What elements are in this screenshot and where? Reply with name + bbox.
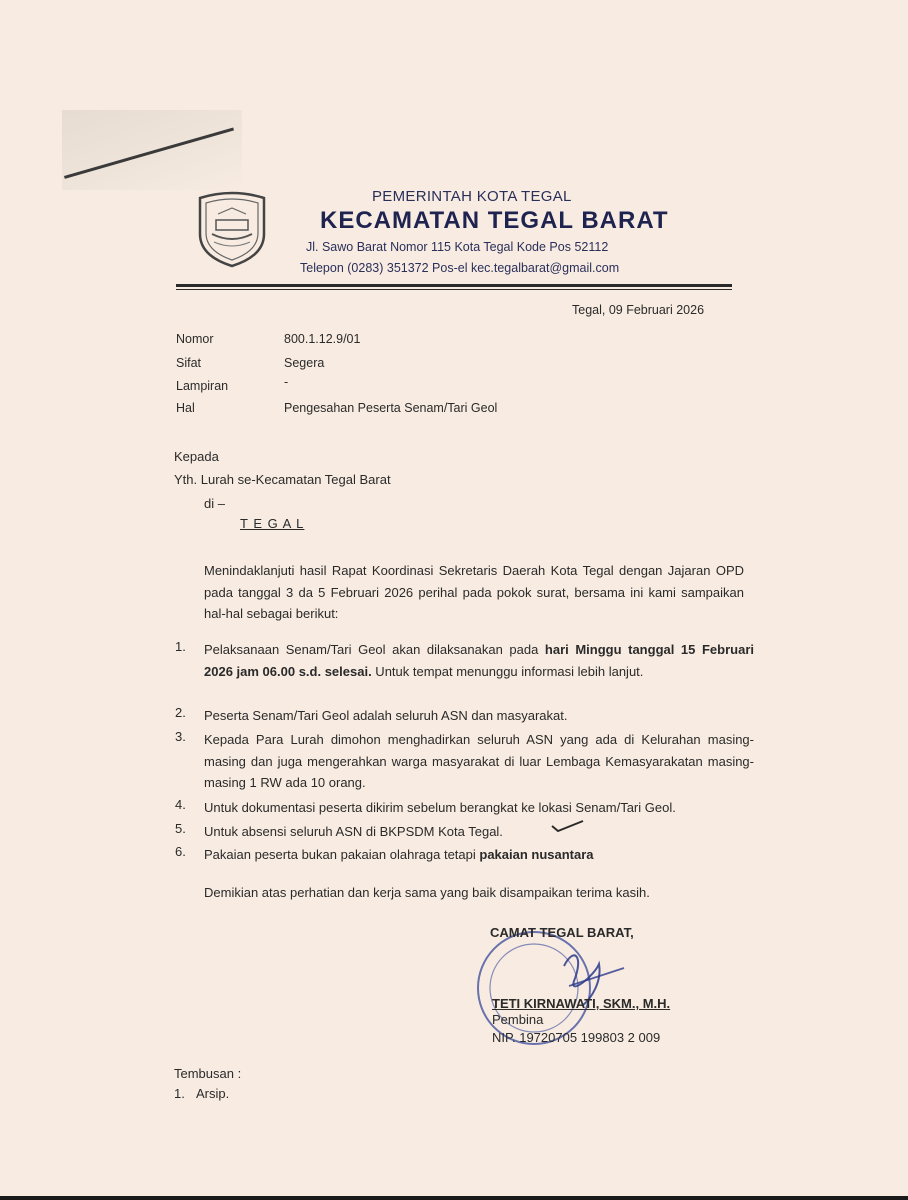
signer-nip: NIP. 19720705 199803 2 009 xyxy=(492,1030,661,1045)
sifat-value: Segera xyxy=(284,356,325,370)
opening-paragraph: Menindaklanjuti hasil Rapat Koordinasi Sekretaris Daerah Kota Tegal dengan Jajaran OPD pada tanggal 3 da 5 Februari 2026 perihal pada pokok surat, bersama ini kami sampaikan hal-hal sebagai berikut: xyxy=(204,563,744,621)
lampiran-label: Lampiran xyxy=(176,379,229,393)
recipient-di: di – xyxy=(204,496,225,511)
hal-label: Hal xyxy=(176,401,195,415)
list-item xyxy=(204,705,754,727)
cc-item-number: 1. xyxy=(174,1086,185,1101)
item-number: 1. xyxy=(175,639,186,654)
item-text: Untuk dokumentasi peserta dikirim sebelum berangkat ke lokasi Senam/Tari Geol. xyxy=(204,800,676,815)
letterhead-rule-thick xyxy=(176,284,732,287)
kepada-label: Kepada xyxy=(174,449,219,464)
item-text: Untuk tempat menunggu informasi lebih lanjut. xyxy=(371,663,644,679)
list-item xyxy=(204,729,754,794)
list-item xyxy=(204,797,754,819)
signer-title: CAMAT TEGAL BARAT, xyxy=(490,925,634,940)
sifat-label: Sifat xyxy=(176,356,202,370)
item-text: Pakaian peserta bukan pakaian olahraga tetapi xyxy=(204,847,480,862)
signer-name: TETI KIRNAWATI, SKM., M.H. xyxy=(492,996,671,1011)
item-number: 3. xyxy=(175,729,186,744)
nomor-value: 800.1.12.9/01 xyxy=(284,332,361,346)
letter-date: Tegal, 09 Februari 2026 xyxy=(572,303,705,317)
item-number: 6. xyxy=(175,844,186,859)
hal-value: Pengesahan Peserta Senam/Tari Geol xyxy=(284,401,498,415)
closing-sentence: Demikian atas perhatian dan kerja sama yang baik disampaikan terima kasih. xyxy=(204,885,650,900)
letterhead-government: PEMERINTAH KOTA TEGAL xyxy=(372,188,572,205)
city-emblem-icon xyxy=(194,190,270,268)
letterhead-contact: Telepon (0283) 351372 Pos-el kec.tegalbarat@gmail.com xyxy=(300,261,620,275)
letterhead-office: KECAMATAN TEGAL BARAT xyxy=(320,207,669,234)
cc-label: Tembusan : xyxy=(174,1066,242,1081)
bottom-edge xyxy=(0,1196,908,1200)
item-number: 5. xyxy=(175,821,186,836)
checkmark-icon xyxy=(550,818,586,834)
item-text: Untuk absensi seluruh ASN di BKPSDM Kota Tegal. xyxy=(204,824,503,839)
recipient-name: Yth. Lurah se-Kecamatan Tegal Barat xyxy=(174,472,391,487)
item-text: Pelaksanaan Senam/Tari Geol akan dilaksanakan pada xyxy=(204,642,545,657)
cc-item: Arsip. xyxy=(196,1086,230,1101)
item-bold-text: pakaian nusantara xyxy=(479,847,594,862)
item-number: 2. xyxy=(175,705,186,720)
recipient-city: T E G A L xyxy=(240,516,305,531)
letterhead-address: Jl. Sawo Barat Nomor 115 Kota Tegal Kode Pos 52112 xyxy=(306,240,609,254)
lampiran-value: - xyxy=(284,375,289,389)
item-text: Peserta Senam/Tari Geol adalah seluruh ASN dan masyarakat. xyxy=(204,708,568,723)
item-bold-text: hari Minggu tanggal 15 Februari 2026 jam 06.00 s.d. selesai. xyxy=(204,642,754,679)
nomor-label: Nomor xyxy=(176,332,214,346)
item-number: 4. xyxy=(175,797,186,812)
signer-rank: Pembina xyxy=(492,1012,544,1027)
letterhead-rule-thin xyxy=(176,289,732,290)
list-item xyxy=(204,639,754,682)
list-item xyxy=(204,844,754,866)
official-stamp-icon xyxy=(474,926,644,1046)
item-text: Kepada Para Lurah dimohon menghadirkan seluruh ASN yang ada di Kelurahan masing-masing dan juga mengerahkan warga masyarakat di luar Lembaga Kemasyarakatan masing-masing 1 RW ada 10 orang. xyxy=(204,732,754,790)
list-item xyxy=(204,821,754,843)
